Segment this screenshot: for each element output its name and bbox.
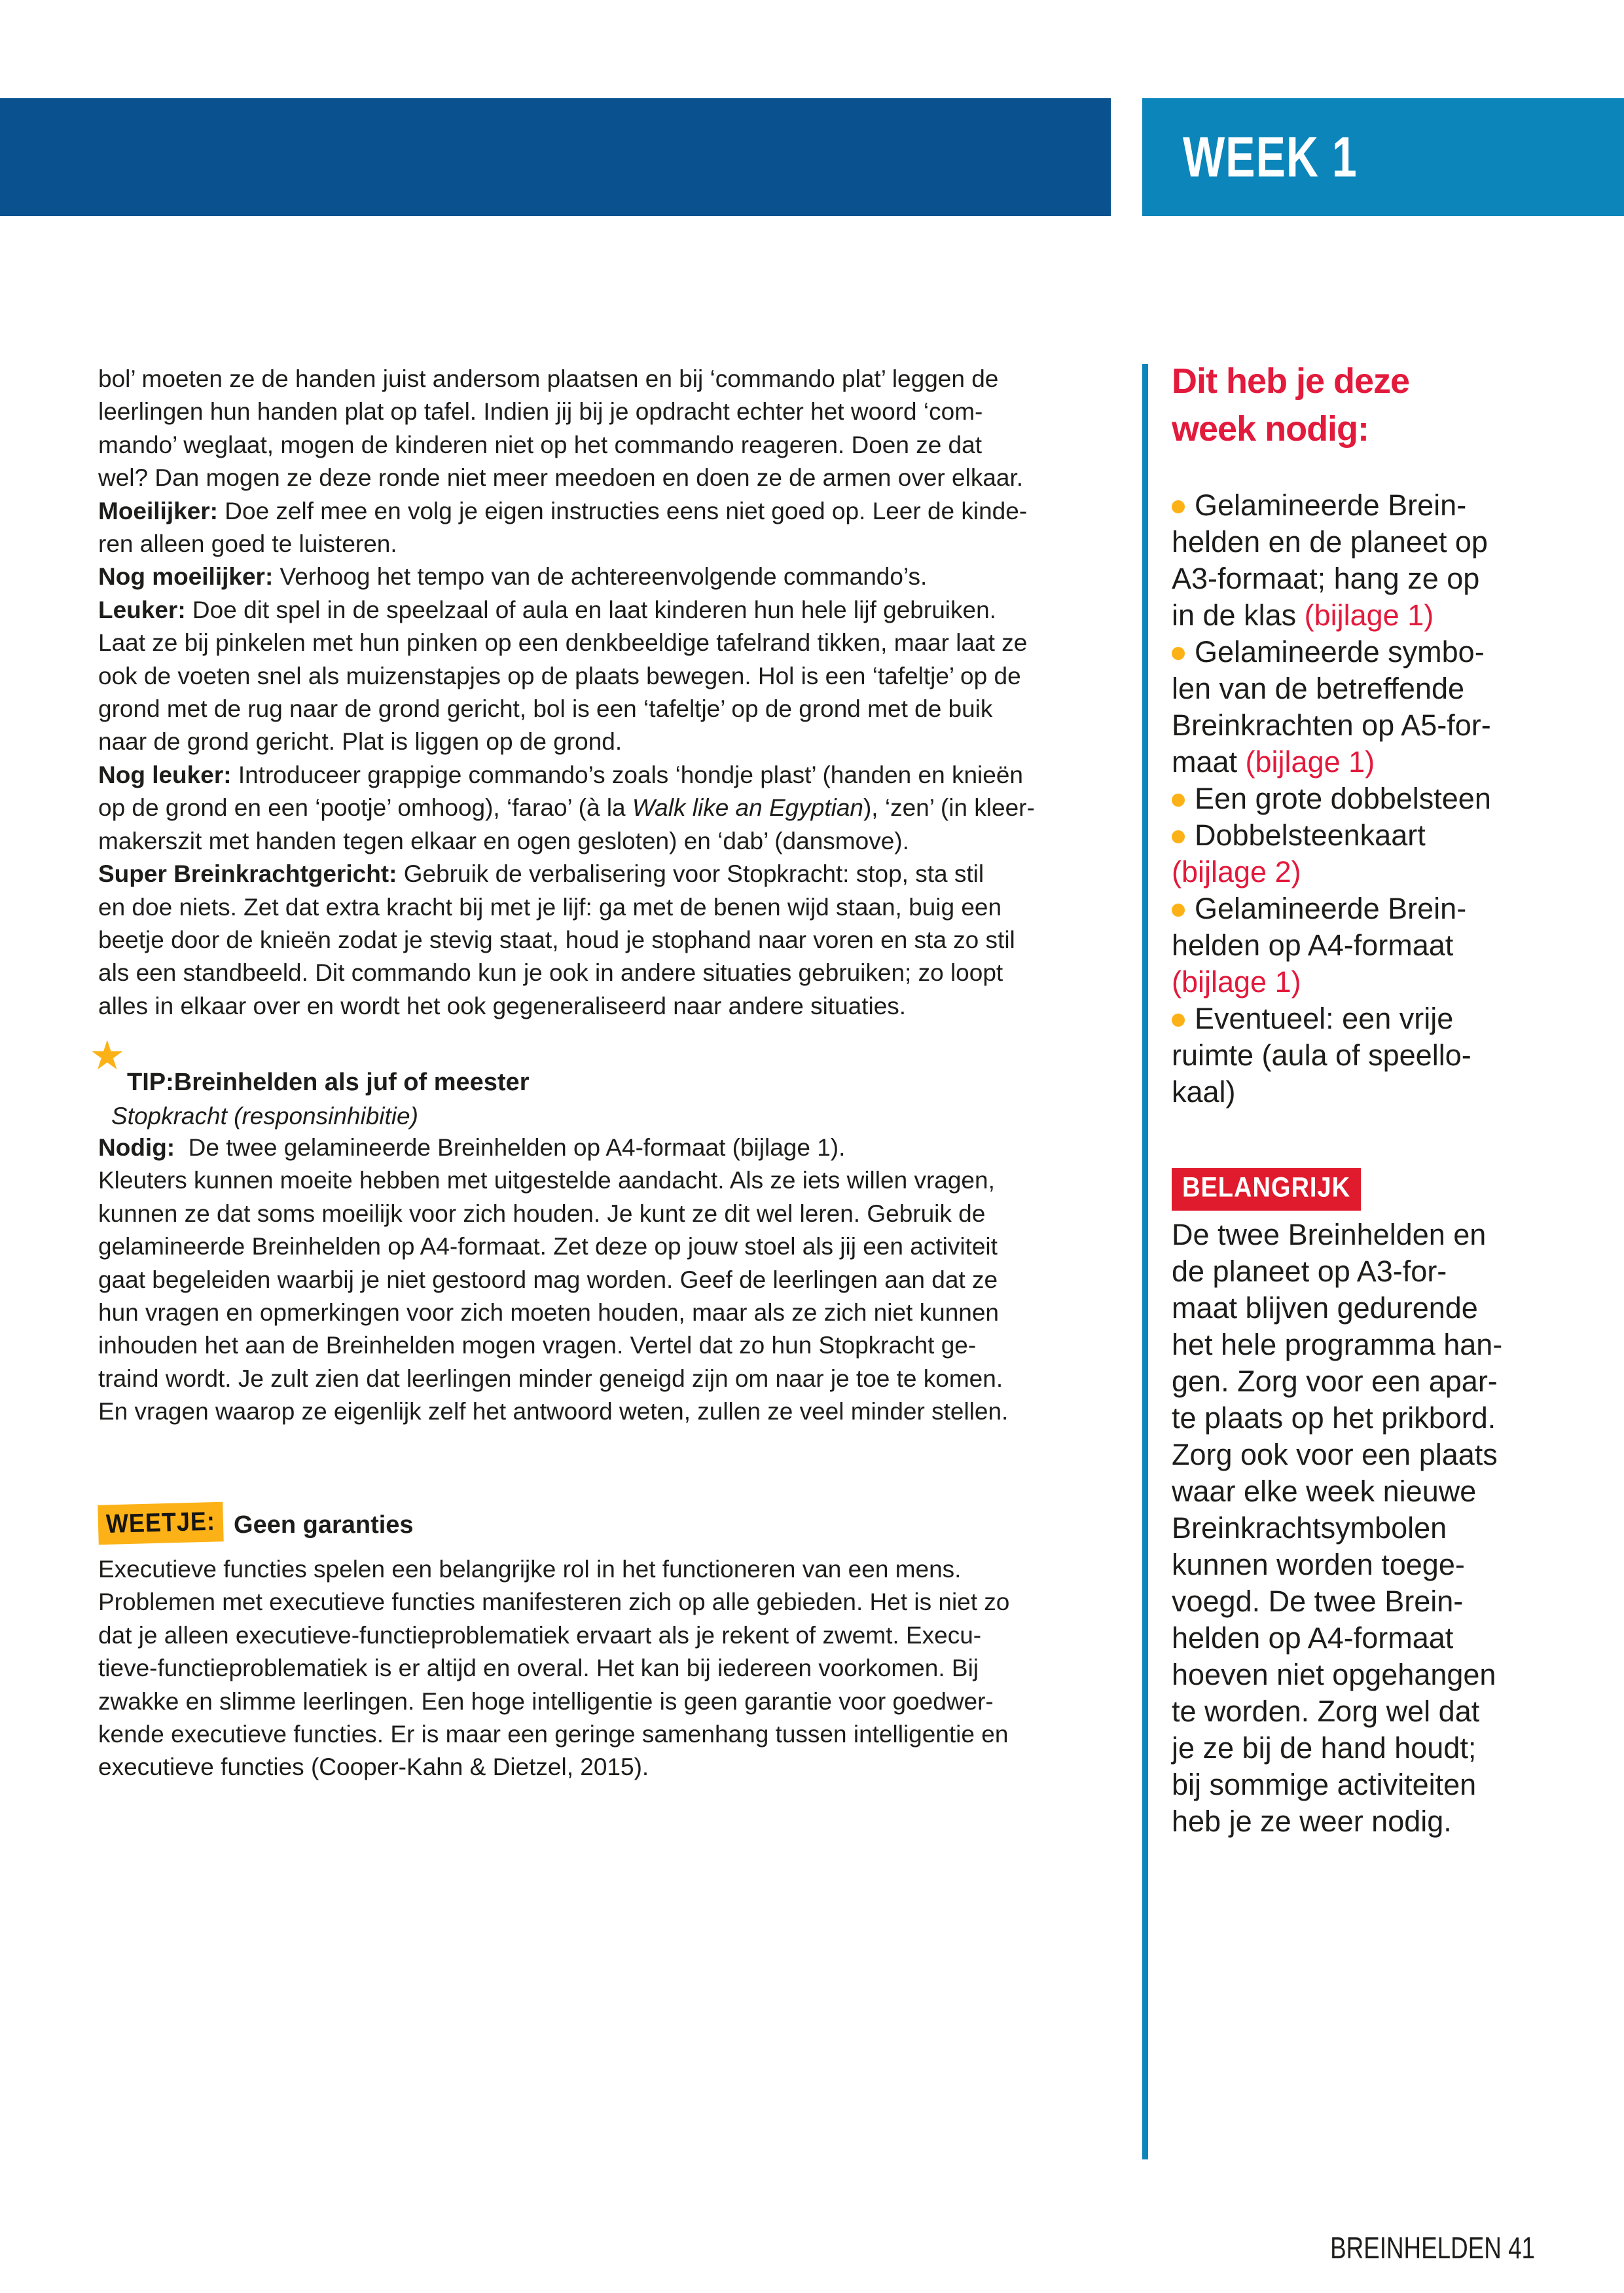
text-run: kunnen ze dat soms moeilijk voor zich houden. Je kunt ze dit wel leren. Gebruik de [98, 1200, 986, 1227]
bullet-icon [1172, 830, 1185, 843]
text-line [1172, 1473, 1502, 1510]
text-run: traind wordt. Je zult zien dat leerlingen minder geneigd zijn om naar je toe te komen. [98, 1365, 1003, 1392]
text-run: Moeilijker: [98, 497, 218, 524]
column-divider [1142, 364, 1148, 2159]
text-line [98, 1751, 1009, 1784]
bullet-icon [1172, 904, 1185, 917]
text-line [1172, 1363, 1502, 1400]
bullet-icon [1172, 647, 1185, 660]
text-run: beetje door de knieën zodat je stevig staat, houd je stophand naar voren en sta zo stil [98, 926, 1015, 953]
text-line [98, 1264, 1008, 1296]
text-line [1172, 1620, 1502, 1657]
text-line [1172, 1217, 1502, 1253]
text-line [98, 759, 1035, 792]
bullet-icon [1172, 500, 1185, 513]
text-line [98, 1619, 1009, 1652]
text-run: Laat ze bij pinkelen met hun pinken op een denkbeeldige tafelrand tikken, maar laat ze [98, 629, 1028, 657]
text-line [1172, 634, 1491, 670]
text-run: Doe zelf mee en volg je eigen instructies eens niet goed op. Leer de kinde- [218, 497, 1028, 524]
text-run: tieve-functieproblematiek is er altijd en overal. Het kan bij iedereen voorkomen. Bij [98, 1655, 979, 1682]
belangrijk-paragraph [1172, 1217, 1502, 1840]
star-icon: ★ [89, 1033, 126, 1078]
text-run: gaat begeleiden waarbij je niet gestoord mag worden. Geef de leerlingen aan dat ze [98, 1266, 998, 1293]
text-run: te worden. Zorg wel dat [1172, 1695, 1480, 1728]
text-line [1172, 927, 1491, 964]
text-run: hoeven niet opgehangen [1172, 1658, 1496, 1691]
text-run: Nog leuker: [98, 761, 232, 788]
text-line [98, 957, 1035, 989]
text-run: A3-formaat; hang ze op [1172, 562, 1480, 595]
text-run: helden op A4-formaat [1172, 1621, 1454, 1655]
text-run: Gelamineerde Brein- [1195, 892, 1467, 925]
text-run: te plaats op het prikbord. [1172, 1401, 1496, 1435]
text-run: Zorg ook voor een plaats [1172, 1438, 1498, 1471]
weetje-header [98, 1507, 414, 1543]
text-run: kaal) [1172, 1075, 1236, 1109]
text-line [98, 1230, 1008, 1263]
text-run: kunnen worden toege- [1172, 1548, 1465, 1581]
text-run: Leuker: [98, 596, 186, 623]
header-bar [0, 98, 1111, 216]
text-line [1172, 487, 1491, 524]
text-run: Problemen met executieve functies manifesteren zich op alle gebieden. Het is niet zo [98, 1588, 1010, 1616]
text-run: Kleuters kunnen moeite hebben met uitgestelde aandacht. Als ze iets willen vragen, [98, 1167, 995, 1194]
sidebar-heading [1172, 358, 1409, 453]
bullet-icon [1172, 794, 1185, 807]
text-line [1172, 1730, 1502, 1767]
text-line [98, 858, 1035, 890]
text-line [98, 1395, 1008, 1428]
belangrijk-badge: BELANGRIJK [1172, 1168, 1361, 1211]
text-line [1172, 817, 1491, 854]
text-line [1172, 780, 1491, 817]
text-line [98, 990, 1035, 1023]
text-line [1172, 1037, 1491, 1074]
text-line [1172, 1400, 1502, 1437]
text-run: alles in elkaar over en wordt het ook gegeneraliseerd naar andere situaties. [98, 992, 907, 1019]
text-line [98, 560, 1035, 593]
text-run: waar elke week nieuwe [1172, 1475, 1477, 1508]
weetje-badge: WEETJE: [98, 1502, 224, 1545]
text-run: (bijlage 1) [1304, 598, 1434, 632]
text-line [1172, 1437, 1502, 1473]
text-run: Breinkrachten op A5-for- [1172, 708, 1491, 742]
text-line [1172, 854, 1491, 890]
text-line [98, 891, 1035, 924]
body-paragraphs [98, 363, 1035, 1023]
text-line [1172, 670, 1491, 707]
text-run: (bijlage 2) [1172, 855, 1301, 889]
text-line [98, 1296, 1008, 1329]
text-run: Verhoog het tempo van de achtereenvolgende commando’s. [273, 563, 928, 591]
text-run: de planeet op A3-for- [1172, 1255, 1447, 1288]
text-line [1172, 1510, 1502, 1547]
text-line [98, 627, 1035, 659]
text-line [98, 1685, 1009, 1718]
text-run: executieve functies (Cooper-Kahn & Dietzel, 2015). [98, 1753, 649, 1781]
text-line [1172, 1290, 1502, 1327]
text-line [1172, 597, 1491, 634]
text-line [1172, 707, 1491, 744]
text-run: maat [1172, 745, 1246, 779]
text-line [98, 528, 1035, 560]
sidebar-heading-line: Dit heb je deze [1172, 361, 1410, 401]
tip-paragraph [98, 1131, 1008, 1429]
text-run: wel? Dan mogen ze deze ronde niet meer meedoen en doen ze de armen over elkaar. [98, 464, 1024, 492]
text-run: (bijlage 1) [1245, 745, 1375, 779]
text-run: makerszit met handen tegen elkaar en ogen gesloten) en ‘dab’ (dansmove). [98, 827, 909, 854]
text-line [1172, 1803, 1502, 1840]
text-run: Gelamineerde Brein- [1195, 488, 1467, 522]
text-run: het hele programma han- [1172, 1328, 1503, 1361]
text-line [98, 1586, 1009, 1619]
text-run: helden en de planeet op [1172, 525, 1488, 559]
materials-list [1172, 487, 1491, 1110]
text-run: hun vragen en opmerkingen voor zich moeten houden, maar als ze zich niet kunnen [98, 1299, 1000, 1327]
text-line [1172, 744, 1491, 780]
text-line [98, 1329, 1008, 1362]
text-line [98, 1164, 1008, 1197]
text-run: Breinkrachtsymbolen [1172, 1511, 1447, 1545]
text-line [1172, 1657, 1502, 1693]
tip-subtitle: Stopkracht (responsinhibitie) [111, 1103, 418, 1129]
text-run: Introduceer grappige commando’s zoals ‘hondje plast’ (handen en knieën [231, 761, 1024, 788]
text-line [98, 825, 1035, 858]
text-run: bol’ moeten ze de handen juist andersom plaatsen en bij ‘commando plat’ leggen de [98, 365, 999, 392]
text-line [1172, 560, 1491, 597]
text-run: (bijlage 1) [1172, 965, 1301, 999]
text-run: voegd. De twee Brein- [1172, 1585, 1464, 1618]
text-line [98, 1198, 1008, 1230]
text-line [1172, 1000, 1491, 1037]
text-line [98, 363, 1035, 395]
text-line [98, 1363, 1008, 1395]
text-run: Een grote dobbelsteen [1195, 782, 1491, 815]
text-run: Nog moeilijker: [98, 563, 274, 591]
text-run: bij sommige activiteiten [1172, 1768, 1477, 1801]
text-run: zwakke en slimme leerlingen. Een hoge intelligentie is geen garantie voor goedwer- [98, 1687, 994, 1715]
text-line [98, 495, 1035, 528]
text-run: helden op A4-formaat [1172, 928, 1454, 962]
text-run: grond met de rug naar de grond gericht, bol is een ‘tafeltje’ op de grond met de buik [98, 695, 993, 723]
text-run: op de grond en een ‘pootje’ omhoog), ‘farao’ (à la [98, 794, 632, 822]
text-run: naar de grond gericht. Plat is liggen op de grond. [98, 728, 623, 756]
weetje-paragraph [98, 1553, 1009, 1784]
week-banner [1142, 98, 1624, 216]
tip-title: TIP:Breinhelden als juf of meester [127, 1069, 530, 1096]
text-line [98, 792, 1035, 824]
text-line [1172, 1767, 1502, 1803]
text-line [98, 924, 1035, 957]
text-line [1172, 524, 1491, 560]
text-line [1172, 1547, 1502, 1583]
text-run: maat blijven gedurende [1172, 1291, 1478, 1325]
text-run: inhouden het aan de Breinhelden mogen vragen. Vertel dat zo hun Stopkracht ge- [98, 1332, 977, 1359]
text-run: De twee Breinhelden en [1172, 1218, 1487, 1251]
text-line [98, 725, 1035, 758]
text-run: mando’ weglaat, mogen de kinderen niet op het commando reageren. Doen ze dat [98, 431, 982, 458]
text-run: Nodig: [98, 1134, 175, 1161]
text-run: gelamineerde Breinhelden op A4-formaat. Zet deze op jouw stoel als jij een activiteit [98, 1233, 998, 1260]
text-run: in de klas [1172, 598, 1305, 632]
text-run: Walk like an Egyptian [632, 794, 863, 822]
text-line [98, 395, 1035, 428]
text-line [98, 693, 1035, 725]
text-line [98, 1553, 1009, 1586]
text-run: Super Breinkrachtgericht: [98, 860, 397, 888]
bullet-icon [1172, 1014, 1185, 1027]
text-run: gen. Zorg voor een apar- [1172, 1365, 1498, 1398]
text-line [98, 1131, 1008, 1164]
text-run: heb je ze weer nodig. [1172, 1805, 1452, 1838]
text-run: dat je alleen executieve-functieproblematiek ervaart als je rekent of zwemt. Execu- [98, 1621, 982, 1649]
text-run: en doe niets. Zet dat extra kracht bij met je lijf: ga met de benen wijd staan, buig een [98, 893, 1002, 921]
text-line [1172, 964, 1491, 1000]
text-run: len van de betreffende [1172, 672, 1465, 705]
text-line [98, 429, 1035, 462]
page-footer: BREINHELDEN 41 [1330, 2231, 1535, 2265]
text-run: ook de voeten snel als muizenstapjes op de plaats bewegen. Hol is een ‘tafeltje’ op de [98, 662, 1021, 689]
text-line [98, 1652, 1009, 1685]
text-run: ruimte (aula of speello- [1172, 1038, 1471, 1072]
week-label: WEEK 1 [1183, 125, 1358, 189]
text-line [98, 462, 1035, 494]
text-line [98, 1718, 1009, 1751]
text-run: Executieve functies spelen een belangrijke rol in het functioneren van een mens. [98, 1556, 962, 1583]
sidebar-heading-line: week nodig: [1172, 409, 1369, 449]
text-line [1172, 1253, 1502, 1290]
text-line [1172, 1693, 1502, 1730]
text-run: Dobbelsteenkaart [1195, 818, 1426, 852]
text-run: ), ‘zen’ (in kleer- [863, 794, 1035, 822]
text-run: ren alleen goed te luisteren. [98, 530, 397, 558]
text-line [98, 594, 1035, 627]
text-run: En vragen waarop ze eigenlijk zelf het antwoord weten, zullen ze veel minder stellen. [98, 1398, 1009, 1425]
text-line [1172, 1327, 1502, 1363]
text-run: Gebruik de verbalisering voor Stopkracht: stop, sta stil [397, 860, 984, 888]
text-line [1172, 1583, 1502, 1620]
text-run: je ze bij de hand houdt; [1172, 1731, 1477, 1765]
text-line [98, 660, 1035, 693]
text-run: Doe dit spel in de speelzaal of aula en laat kinderen hun hele lijf gebruiken. [185, 596, 996, 623]
text-line [1172, 890, 1491, 927]
text-run: als een standbeeld. Dit commando kun je ook in andere situaties gebruiken; zo loopt [98, 959, 1003, 987]
text-run: Eventueel: een vrije [1195, 1002, 1454, 1035]
text-run: Gelamineerde symbo- [1195, 635, 1485, 669]
text-run: leerlingen hun handen plat op tafel. Indien jij bij je opdracht echter het woord ‘com- [98, 398, 983, 426]
weetje-title: Geen garanties [234, 1511, 414, 1539]
text-run: De twee gelamineerde Breinhelden op A4-formaat (bijlage 1). [175, 1134, 846, 1161]
text-run: kende executieve functies. Er is maar een geringe samenhang tussen intelligentie en [98, 1721, 1009, 1748]
text-line [1172, 1074, 1491, 1110]
